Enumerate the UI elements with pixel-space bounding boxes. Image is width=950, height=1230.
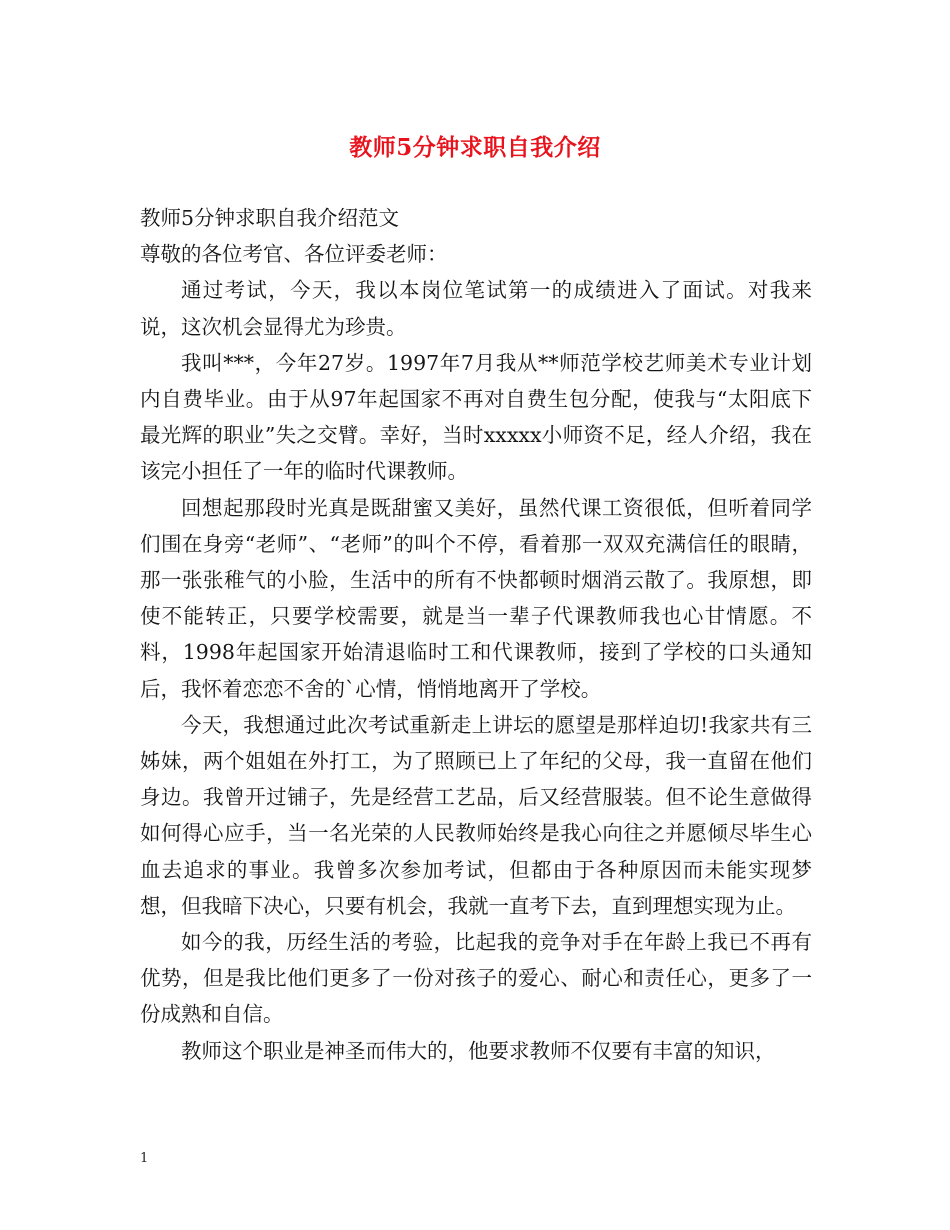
paragraph-5: 如今的我，历经生活的考验，比起我的竞争对手在年龄上我已不再有优势，但是我比他们更多了一份对孩子的爱心、耐心和责任心，更多了一份成熟和自信。 — [140, 930, 812, 1027]
document-subtitle: 教师5分钟求职自我介绍范文 — [140, 206, 400, 230]
document-title: 教师5分钟求职自我介绍 — [349, 134, 601, 161]
page-number: 1 — [140, 1151, 149, 1166]
paragraph-2: 我叫***，今年27岁。1997年7月我从**师范学校艺师美术专业计划内自费毕业。由于从97年起国家不再对自费生包分配，使我与“太阳底下最光辉的职业”失之交臂。幸好，当时xxxxx小师资不足，经人介绍，我在该完小担任了一年的临时代课教师。 — [140, 350, 812, 484]
salutation: 尊敬的各位考官、各位评委老师： — [140, 242, 448, 267]
paragraph-6: 教师这个职业是神圣而伟大的，他要求教师不仅要有丰富的知识， — [181, 1038, 776, 1063]
paragraph-1: 通过考试，今天，我以本岗位笔试第一的成绩进入了面试。对我来说，这次机会显得尤为珍贵。 — [140, 278, 812, 339]
paragraph-3: 回想起那段时光真是既甜蜜又美好，虽然代课工资很低，但听着同学们围在身旁“老师”、“老师”的叫个不停，看着那一双双充满信任的眼睛，那一张张稚气的小脸，生活中的所有不快都顿时烟消云散了。我原想，即使不能转正，只要学校需要，就是当一辈子代课教师我也心甘情愿。不料，1998年起国家开始清退临时工和代课教师，接到了学校的口头通知后，我怀着恋恋不舍的`心情，悄悄地离开了学校。 — [140, 495, 812, 701]
paragraph-4: 今天，我想通过此次考试重新走上讲坛的愿望是那样迫切!我家共有三姊妹，两个姐姐在外打工，为了照顾已上了年纪的父母，我一直留在他们身边。我曾开过铺子，先是经营工艺品，后又经营服装。但不论生意做得如何得心应手，当一名光荣的人民教师始终是我心向往之并愿倾尽毕生心血去追求的事业。我曾多次参加考试，但都由于各种原因而未能实现梦想，但我暗下决心，只要有机会，我就一直考下去，直到理想实现为止。 — [140, 712, 812, 918]
document-body — [140, 200, 812, 1069]
